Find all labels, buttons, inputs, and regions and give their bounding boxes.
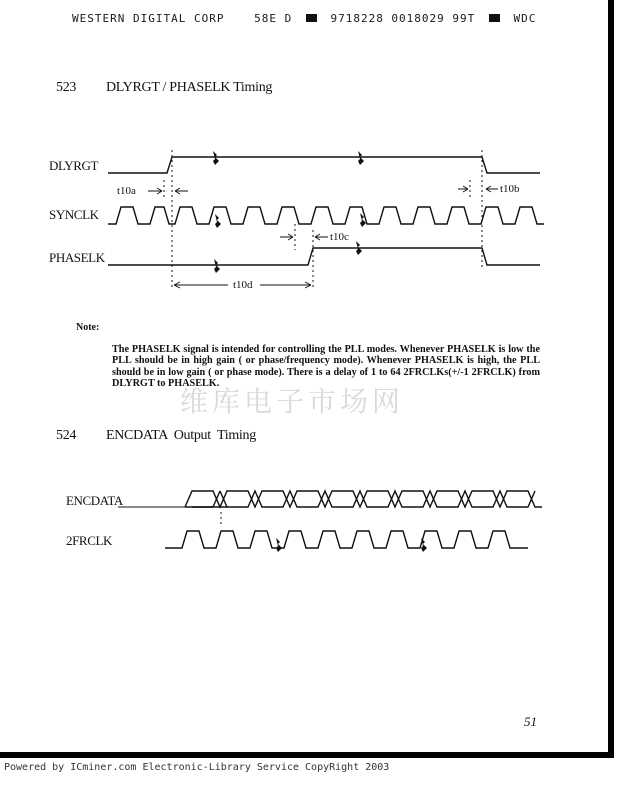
header-doc-number: 9718228 0018029 99T	[330, 12, 476, 25]
footer-copyright: Powered by ICminer.com Electronic-Library Service CopyRight 2003	[4, 762, 390, 773]
break-mark	[214, 259, 220, 273]
arrow-t10b-right	[486, 186, 498, 192]
arrow-t10c-right	[315, 234, 328, 240]
waveform-synclk	[108, 207, 544, 224]
break-mark	[213, 151, 219, 165]
section-524-title	[56, 428, 256, 444]
arrow-t10a-left	[148, 188, 162, 194]
header-company: WESTERN DIGITAL CORP	[72, 12, 225, 25]
arrow-t10d-right	[260, 282, 311, 288]
waveform-2frclk	[165, 531, 528, 548]
break-mark	[421, 538, 427, 552]
note-text: The PHASELK signal is intended for controlling the PLL modes. Whenever PHASELK is low the PLL should be in high gain ( or phase/frequency mode). Whenever PHASELK is high, the PLL should be in low gain ( or phase mode). There is a delay of 1 to 64 2FRCLKs(+/-1 2FRCLK) from DLYRGT to PHASELK.	[112, 344, 540, 389]
waveform-phaselk	[108, 248, 540, 265]
signal-label-synclk: SYNCLK	[49, 207, 99, 222]
signal-label-dlyrgt: DLYRGT	[49, 158, 99, 173]
arrow-t10a-right	[175, 188, 188, 194]
section-524-text: ENCDATA Output Timing	[106, 428, 256, 443]
timing-label-t10b: t10b	[500, 183, 520, 195]
timing-label-t10d: t10d	[233, 279, 253, 291]
section-523-text: DLYRGT / PHASELK Timing	[106, 80, 273, 95]
break-mark	[215, 214, 221, 228]
timing-label-t10c: t10c	[330, 231, 349, 243]
signal-label-2frclk: 2FRCLK	[66, 533, 113, 548]
waveform-dlyrgt	[108, 157, 540, 173]
arrow-t10c-left	[280, 234, 293, 240]
section-523-number: 523	[56, 80, 77, 95]
break-mark	[358, 151, 364, 165]
waveform-encdata-lower	[192, 491, 535, 507]
header-code: 58E D	[254, 12, 293, 25]
timing-label-t10a: t10a	[117, 185, 136, 197]
section-524-number: 524	[56, 428, 77, 443]
page-number: 51	[524, 714, 537, 729]
arrow-t10b-left	[458, 186, 468, 192]
watermark-text: 维库电子市场网	[180, 385, 405, 418]
header-tag: WDC	[513, 12, 537, 25]
signal-label-encdata: ENCDATA	[66, 493, 123, 508]
arrow-t10d-left	[174, 282, 228, 288]
signal-label-phaselk: PHASELK	[49, 250, 105, 265]
break-mark	[276, 538, 282, 552]
note-label: Note:	[76, 322, 100, 333]
